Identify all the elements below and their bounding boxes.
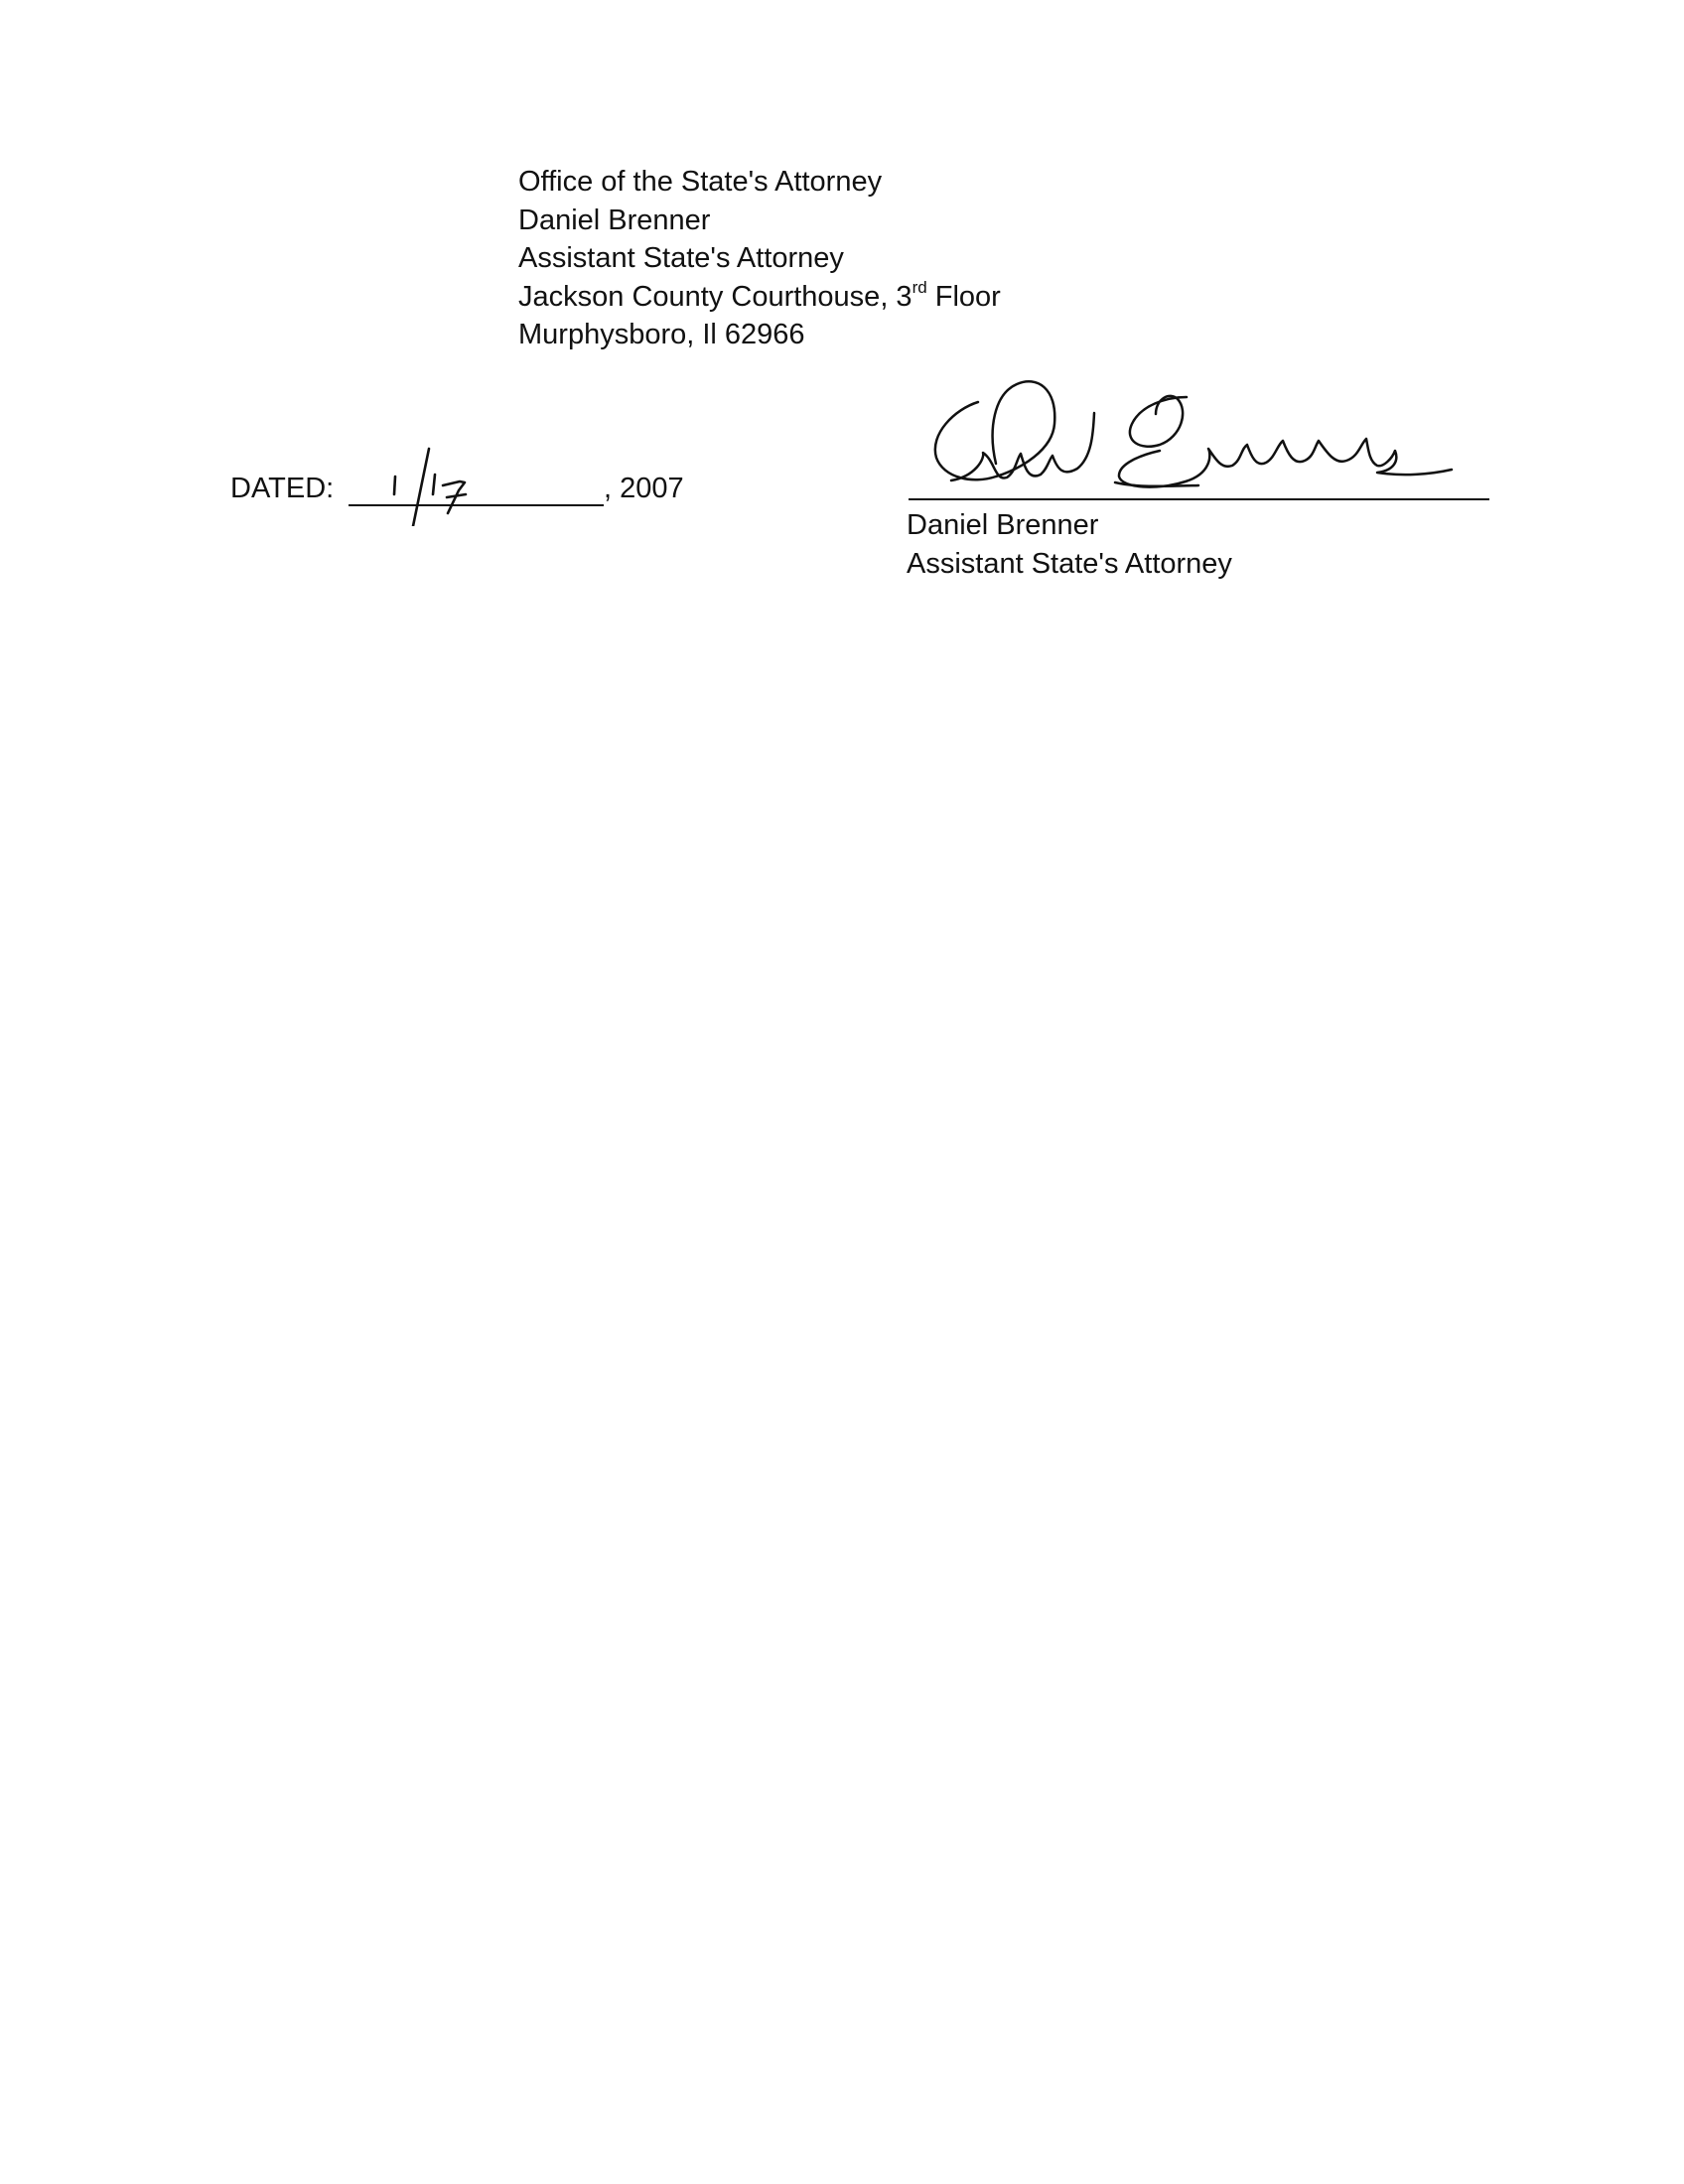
ordinal-suffix: rd — [912, 277, 927, 297]
office-name: Office of the State's Attorney — [518, 166, 883, 198]
signatory-title: Assistant State's Attorney — [907, 547, 1232, 580]
handwritten-date — [377, 437, 506, 526]
dated-label: DATED: — [230, 473, 335, 504]
signatory-block — [907, 506, 1232, 583]
signature-line — [909, 498, 1489, 500]
handwritten-slash — [413, 449, 429, 526]
signature-b-loop — [1130, 396, 1187, 447]
street-address — [518, 278, 1001, 317]
handwritten-one-second — [433, 475, 435, 494]
city-state-zip: Murphysboro, Il 62966 — [518, 319, 805, 350]
address-block — [518, 163, 1001, 354]
dated-year: , 2007 — [604, 473, 684, 504]
signature-d-loop — [935, 381, 1054, 479]
street-address-floor: Floor — [926, 280, 1001, 313]
signature-second-word — [1119, 439, 1452, 487]
signatory-name: Daniel Brenner — [907, 509, 1099, 541]
attorney-name: Daniel Brenner — [518, 204, 711, 236]
signature-first-word — [951, 413, 1094, 480]
handwritten-one — [394, 477, 395, 494]
handwritten-seven-bar — [447, 494, 466, 497]
attorney-title: Assistant State's Attorney — [518, 242, 844, 274]
street-address-main: Jackson County Courthouse, 3 — [518, 280, 912, 313]
handwritten-signature — [894, 357, 1549, 516]
